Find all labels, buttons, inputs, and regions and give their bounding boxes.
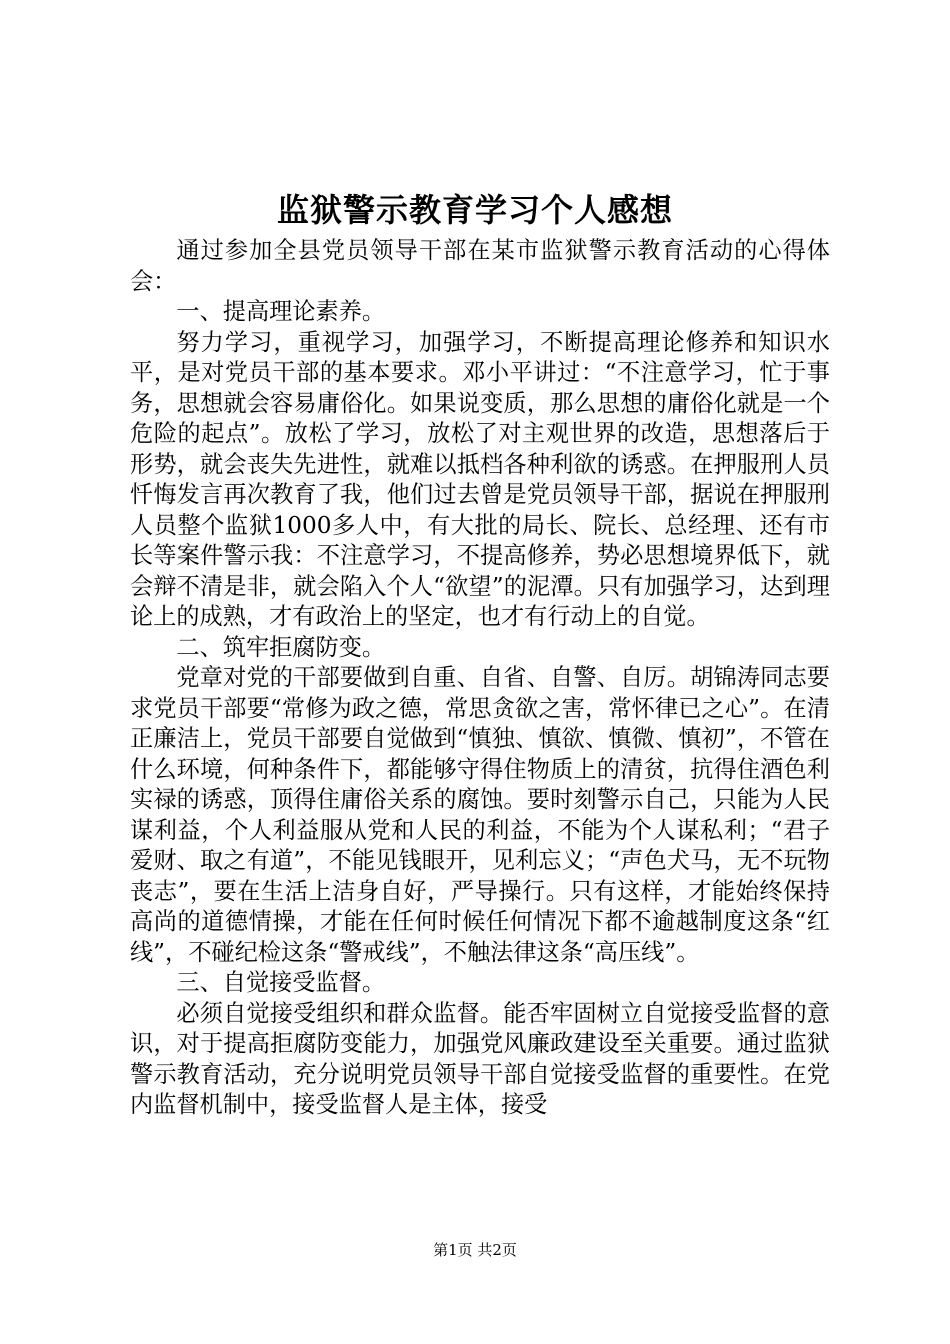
document-title: 监狱警示教育学习个人感想: [276, 191, 673, 229]
section-heading-2: 二、筑牢拒腐防变。: [176, 633, 386, 661]
paragraph-section-2: 党章对党的干部要做到自重、自省、自警、自厉。胡锦涛同志要求党员干部要“常修为政之德，常思贪欲之害，常怀律已之心”。在清正廉洁上，党员干部要自觉做到“慎独、慎欲、慎微、慎初”，不管在什么环境，何种条件下，都能够守得住物质上的清贫，抗得住酒色利实禄的诱惑，顶得住庸俗关系的腐蚀。要时刻警示自己，只能为人民谋利益，个人利益服从党和人民的利益，不能为个人谋私利；“君子爱财、取之有道”，不能见钱眼开，见利忘义；“声色犬马，无不玩物丧志”，要在生活上洁身自好，严导操行。只有这样，才能始终保持高尚的道德情操，才能在任何时候任何情况下都不逾越制度这条“红线”，不碰纪检这条“警戒线”，不触法律这条“高压线”。: [130, 664, 830, 966]
section-heading-3: 三、自觉接受监督。: [176, 969, 386, 996]
paragraph-section-1: 努力学习，重视学习，加强学习，不断提高理论修养和知识水平，是对党员干部的基本要求。邓小平讲过：“不注意学习，忙于事务，思想就会容易庸俗化。如果说变质，那么思想的庸俗化就是一个危险的起点”。放松了学习，放松了对主观世界的改造，思想落后于形势，就会丧失先进性，就难以抵档各种利欲的诱惑。在押服刑人员忏悔发言再次教育了我，他们过去曾是党员领导干部，据说在押服刑人员整个监狱1000多人中，有大批的局长、院长、总经理、还有市长等案件警示我：不注意学习，不提高修养，势必思想境界低下，就会辩不清是非，就会陷入个人“欲望”的泥潭。只有加强学习，达到理论上的成熟，才有政治上的坚定，也才有行动上的自觉。: [130, 328, 830, 630]
page-footer: 第1页 共2页: [433, 1241, 517, 1259]
paragraph-intro: 通过参加全县党员领导干部在某市监狱警示教育活动的心得体会：: [130, 237, 830, 295]
section-heading-1: 一、提高理论素养。: [176, 298, 386, 325]
document-body: [130, 236, 830, 1121]
paragraph-section-3: 必须自觉接受组织和群众监督。能否牢固树立自觉接受监督的意识，对于提高拒腐防变能力，加强党风廉政建设至关重要。通过监狱警示教育活动，充分说明党员领导干部自觉接受监督的重要性。在党内监督机制中，接受监督人是主体，接受: [130, 999, 830, 1118]
